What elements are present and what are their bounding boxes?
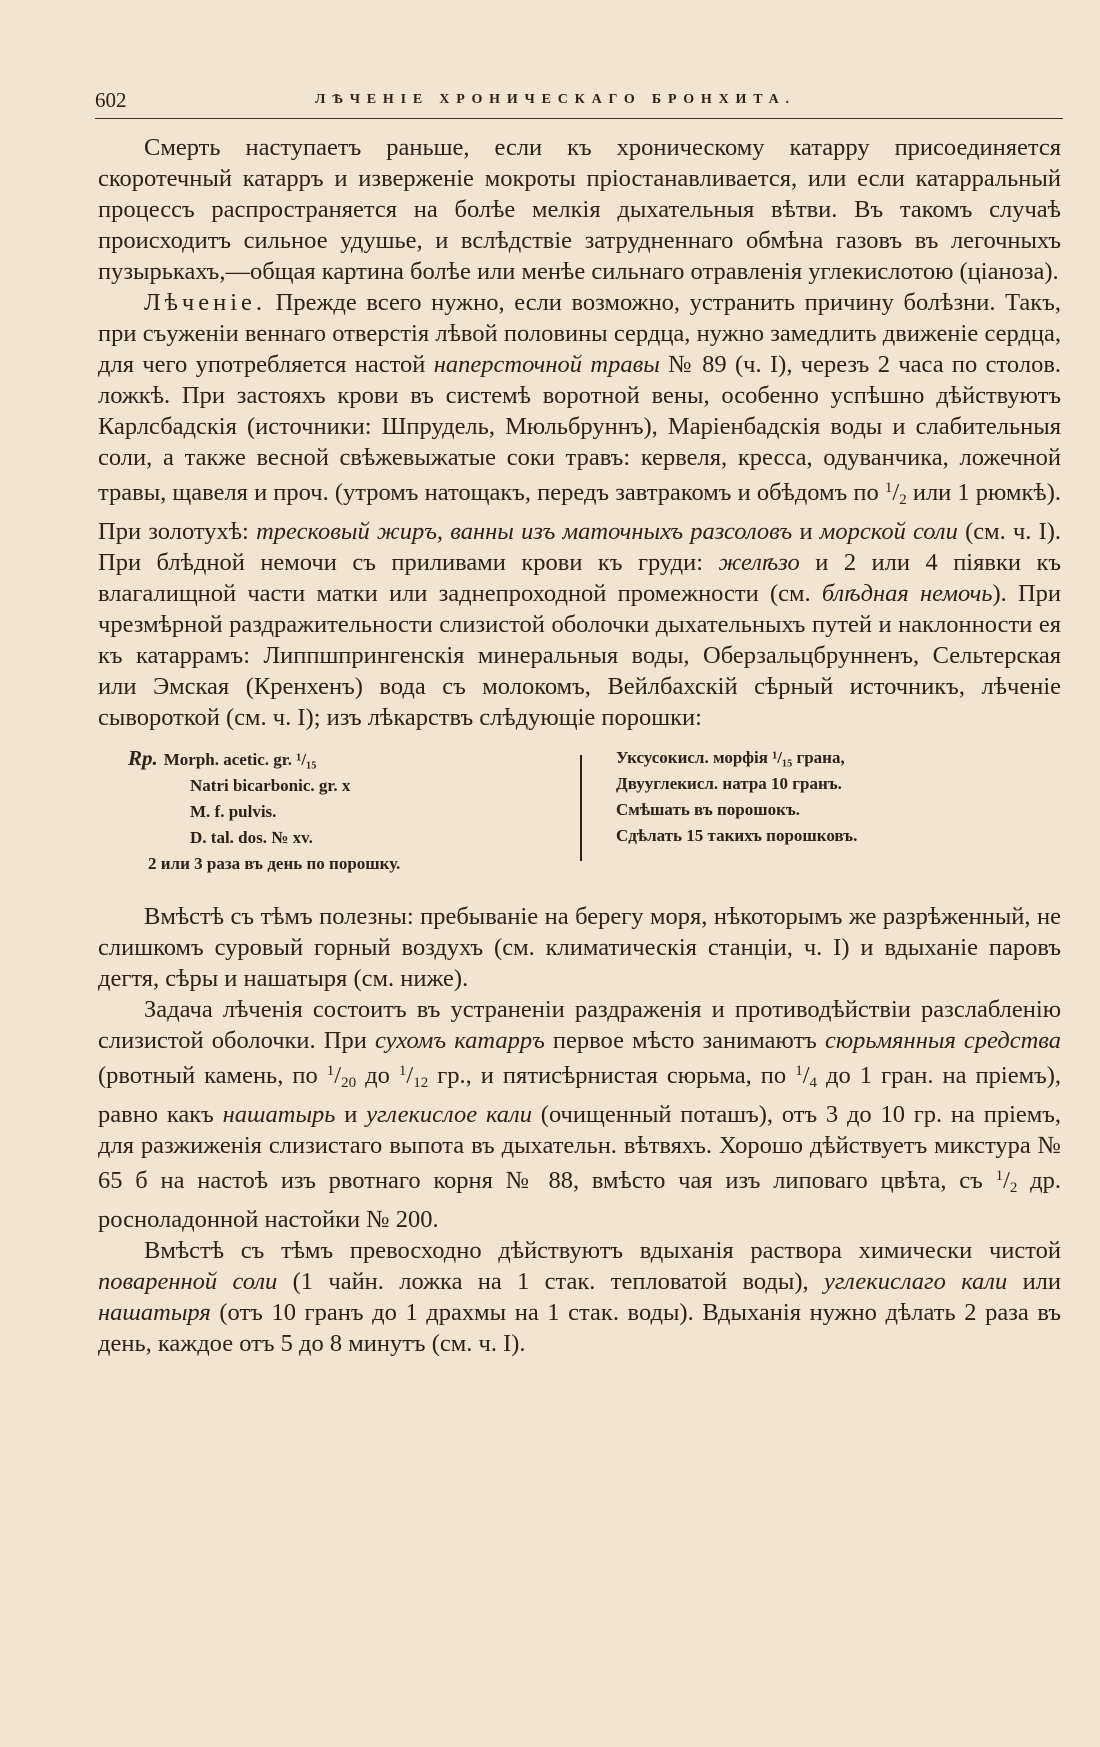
- running-title: ЛѢЧЕНІЕ ХРОНИЧЕСКАГО БРОНХИТА.: [315, 92, 796, 107]
- text-run: (рвотный камень, по: [98, 1062, 318, 1089]
- text-run: или 1 рюмкѣ). При золотухѣ:: [98, 479, 1062, 545]
- prescription-line: Двууглекисл. натра 10 гранъ.: [616, 774, 842, 793]
- prescription-line: M. f. pulvis.: [190, 802, 277, 821]
- italic-term: нашатырь: [222, 1101, 336, 1128]
- text-run: др. росноладонной настойки № 200.: [98, 1167, 1062, 1233]
- text-run: до 1 гран. на пріемъ), равно какъ: [98, 1062, 1062, 1128]
- prescription-line: Rp. Morph. acetic. gr. ¹/₁₅: [128, 746, 317, 770]
- text-run: первое мѣсто занимаютъ: [552, 1027, 817, 1054]
- text-run: и: [344, 1101, 358, 1128]
- prescription-block: [98, 739, 1061, 885]
- italic-term: углекислаго кали: [823, 1268, 1008, 1295]
- paragraph-2: [98, 287, 1061, 733]
- paragraph-4: [98, 994, 1061, 1235]
- italic-term: сухомъ катарръ: [374, 1027, 545, 1054]
- text-run: ). При чрезмѣрной раздражительности слизистой оболочки дыхательныхъ путей и наклонности ея къ катаррамъ: Липпшпрингенскія минеральныя воды, Оберзальцбруннeнъ, Сельтерская или Эмская (Кренхенъ) вода съ молокомъ, Вейлбахскій сѣрный источникъ, лѣченіе сывороткой (см. ч. I); изъ лѣкарствъ слѣдующіе порошки:: [98, 580, 1062, 731]
- page-body: [98, 132, 1061, 1359]
- prescription-divider: [580, 755, 582, 861]
- fraction: $^1/_2$: [884, 479, 907, 508]
- page-header: [95, 84, 1063, 119]
- paragraph-5: [98, 1235, 1061, 1359]
- prescription-line: Сдѣлать 15 такихъ порошковъ.: [616, 826, 858, 845]
- text-run: Задача лѣченія состоитъ въ устраненіи раздраженія и противодѣйствіи разслабленію слизистой оболочки. При: [98, 996, 1061, 1054]
- prescription-line: Natri bicarbonic. gr. x: [190, 776, 351, 795]
- paragraph-3: Вмѣстѣ съ тѣмъ полезны: пребываніе на берегу моря, нѣкоторымъ же разрѣженный, не слишкомъ суровый горный воздухъ (см. климатическія станціи, ч. I) и вдыханіе паровъ дегтя, сѣры и нашатыря (см. ниже).: [98, 903, 1061, 992]
- italic-term: морской соли: [819, 518, 958, 545]
- italic-term: наперсточной травы: [433, 351, 660, 378]
- text-run: гр., и пятисѣрнистая сюрьма, по: [437, 1062, 787, 1089]
- fraction: $^1/_2$: [995, 1167, 1018, 1196]
- text-run: Прежде всего нужно, если возможно, устранить причину болѣзни. Такъ, при съуженіи веннаго отверстія лѣвой половины сердца, нужно замедлить движеніе сердца, для чего употребляется настой: [98, 289, 1062, 378]
- text-run: (см. ч. I). При блѣдной немочи съ приливами крови къ груди:: [98, 518, 1062, 576]
- text-run: Вмѣстѣ съ тѣмъ превосходно дѣйствуютъ вдыханія раствора химически чистой: [144, 1237, 1061, 1264]
- fraction: $^1/_{20}$: [326, 1062, 357, 1091]
- text-run: и: [799, 518, 813, 545]
- rp-mark: Rp.: [128, 746, 158, 770]
- italic-term: нашатыря: [98, 1299, 211, 1326]
- italic-term: тресковый жиръ, ванны изъ маточныхъ разсоловъ: [256, 518, 793, 545]
- italic-term: сюрьмянныя средства: [824, 1027, 1062, 1054]
- italic-term: желѣзо: [718, 549, 800, 576]
- italic-term: поваренной соли: [98, 1268, 278, 1295]
- text-run: № 89 (ч. I), черезъ 2 часа по столов. ложкѣ. При застояхъ крови въ системѣ воротной вены, особенно успѣшно дѣйствуютъ Карлсбадскія (источники: Шпрудель, Мюльбруннъ), Маріенбадскія воды и слабительныя соли, а также весной свѣжевыжатые соки травъ: кервеля, кресса, одуванчика, ложечной травы, щавеля и проч. (утромъ натощакъ, передъ завтракомъ и обѣдомъ по: [98, 351, 1062, 506]
- prescription-line: Уксусокисл. морфія ¹/₁₅ грана,: [616, 748, 845, 767]
- paragraph-1: Смерть наступаетъ раньше, если къ хроническому катарру присоединяется скоротечный катарръ и изверженіе мокроты пріостанавливается, или если катарральный процессъ распространяется на болѣе мелкія дыхательныя вѣтви. Въ такомъ случаѣ происходитъ сильное удушье, и вслѣдствіе затрудненнаго обмѣна газовъ въ легочныхъ пузырькахъ,—общая картина болѣе или менѣе сильнаго отравленія углекислотою (ціаноза).: [98, 134, 1061, 285]
- text-run: до: [365, 1062, 390, 1089]
- prescription-line: D. tal. dos. № xv.: [190, 828, 313, 847]
- fraction: $^1/_4$: [795, 1062, 818, 1091]
- fraction: $^1/_{12}$: [398, 1062, 429, 1091]
- text-run: (1 чайн. ложка на 1 стак. тепловатой воды),: [292, 1268, 809, 1295]
- prescription-latin: [128, 745, 350, 851]
- italic-term: углекислое кали: [366, 1101, 532, 1128]
- text-run: и 2 или 4 піявки къ влагалищной части матки или заднепроходной промежности (см.: [98, 549, 1062, 607]
- text-run: или: [1022, 1268, 1062, 1295]
- text-run: (очищенный поташъ), отъ 3 до 10 гр. на пріемъ, для разжиженія слизистаго выпота въ дыхательн. вѣтвяхъ. Хорошо дѣйствуетъ микстура № 65 б на настоѣ изъ рвотнаго корня № 88, вмѣсто чая изъ липоваго цвѣта, съ: [98, 1101, 1062, 1194]
- section-heading: Лѣченіе.: [144, 289, 267, 316]
- italic-term: блѣдная немочь: [821, 580, 993, 607]
- page-number: 602: [95, 88, 127, 112]
- prescription-russian: [616, 745, 857, 849]
- text-run: (отъ 10 гранъ до 1 драхмы на 1 стак. воды). Вдыханія нужно дѣлать 2 раза въ день, каждое отъ 5 до 8 минутъ (см. ч. I).: [98, 1299, 1061, 1357]
- prescription-line: Смѣшать въ порошокъ.: [616, 800, 801, 819]
- prescription-dosage: 2 или 3 раза въ день по порошку.: [148, 854, 401, 873]
